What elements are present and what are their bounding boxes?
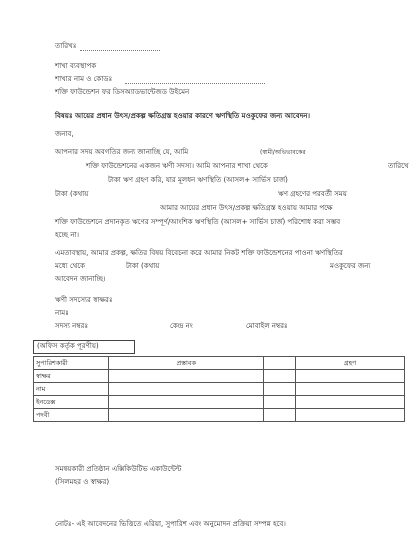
table-row-label: ইনডেক্স	[34, 396, 109, 409]
approval-line-2: (সিলমহর ও স্বাক্ষর)	[55, 478, 110, 486]
table-header-cell: সুপারিশকারী	[34, 357, 109, 370]
body-line-5-text: আমার আয়ের প্রধান উৎস/প্রকল্প ক্ষতিগ্রস্ত হওয়ায় আমার পক্ষে	[160, 204, 333, 212]
footer-note: নোটঃ- এই আবেদনের ভিত্তিতে এরিয়া, সুপারিশ এবং অনুমোদন প্রক্রিয়া সম্পন্ন হবে।	[55, 520, 286, 528]
subject-line: বিষয়ঃ আয়ের প্রধান উৎস/প্রকল্প ক্ষতিগ্রস্ত হওয়ার কারণে ঋণস্থিতি মওকুফের জন্য আবেদন।	[55, 112, 310, 120]
para-2-mid: টাকা (কথায়	[126, 262, 160, 270]
date-line	[80, 50, 160, 51]
table-cell	[264, 383, 296, 396]
table-header-cell: প্রস্তাবক	[109, 357, 264, 370]
table-row	[34, 409, 405, 422]
body-line-2-mid: শক্তি ফাউন্ডেশনের একজন ঋণী সদস্য। আমি আপনার শাখা থেকে	[86, 162, 268, 170]
branch-name-label: শাখার নাম ও কোডঃ	[55, 75, 113, 83]
table-cell	[109, 383, 264, 396]
body-line-1-suffix: (স্বামী/অভিভাবকের	[260, 149, 306, 156]
table-cell	[296, 396, 405, 409]
body-line-3-text: টাকা ঋণ গ্রহণ করি, যার মূলধন ঋণস্থিতি (আসল+ সার্ভিস চার্জ)	[108, 176, 288, 184]
office-table	[33, 356, 405, 422]
table-header-row	[34, 357, 405, 370]
date-label: তারিখঃ	[55, 42, 77, 50]
table-cell	[296, 370, 405, 383]
table-cell	[109, 409, 264, 422]
para-2-line-1: এমতাবস্থায়, আমার প্রকল্প, ক্ষতির বিষয় বিবেচনা করে আমার নিকট শক্তি ফাউন্ডেশনের পাওনা ঋণস্থিতির	[55, 249, 343, 257]
table-header-cell: গ্রহণ	[296, 357, 405, 370]
table-cell	[264, 409, 296, 422]
para-2-prefix: মধ্যে থেকে	[55, 262, 85, 270]
table-cell	[264, 370, 296, 383]
table-header-cell	[264, 357, 296, 370]
table-cell	[296, 409, 405, 422]
para-2-end: মওকুফের জন্য	[330, 262, 371, 270]
mobile-number-label: মোবাইল নম্বরঃ	[246, 322, 288, 330]
approval-line-1: সমন্বয়কারী প্রতিষ্ঠান এক্সিকিউটিভ একাউন্টেন্ট	[55, 465, 182, 473]
member-number-label: সদস্য নম্বরঃ	[55, 322, 89, 330]
table-row-label: নাম	[34, 383, 109, 396]
table-cell	[109, 396, 264, 409]
table-row	[34, 383, 405, 396]
center-number-label: কেন্দ্র নং	[170, 322, 193, 330]
office-title: (অফিস কর্তৃক পূরণীয়)	[37, 342, 99, 350]
body-line-7: হচ্ছে না।	[55, 231, 80, 239]
body-line-2-end: তারিখে	[388, 162, 409, 170]
body-line-6: শক্তি ফাউন্ডেশনে প্রদানকৃত ঋণের সম্পূর্ণ/আংশিক ঋণস্থিতি (আসল+ সার্ভিস চার্জ) পরিশোধ করা সম্ভব	[55, 218, 341, 226]
table-cell	[296, 383, 405, 396]
para-2-line-3: আবেদন জানাচ্ছি।	[55, 275, 106, 283]
organization-line: শক্তি ফাউন্ডেশন ফর ডিসঅ্যাডভান্টেজড উইমেন	[55, 88, 190, 96]
salutation: জনাব,	[55, 130, 74, 138]
table-row-label: স্বাক্ষর	[34, 370, 109, 383]
body-line-1-prefix: আপনার সদয় অবগতির জন্য জানাচ্ছি যে, আমি	[55, 148, 189, 156]
table-row	[34, 396, 405, 409]
table-row	[34, 370, 405, 383]
table-cell	[109, 370, 264, 383]
borrower-name-label: নামঃ	[55, 309, 69, 317]
body-line-4-suffix: ঋণ গ্রহণের পরবর্তী সময়	[278, 190, 347, 198]
table-cell	[264, 396, 296, 409]
to-branch-manager: শাখা ব্যবস্থাপক	[55, 62, 97, 70]
borrower-sign-label: ঋণী সদস্যের স্বাক্ষরঃ	[55, 296, 113, 304]
branch-line	[125, 83, 265, 84]
body-line-4-prefix: টাকা (কথায়	[55, 190, 89, 198]
table-row-label: পদবী	[34, 409, 109, 422]
